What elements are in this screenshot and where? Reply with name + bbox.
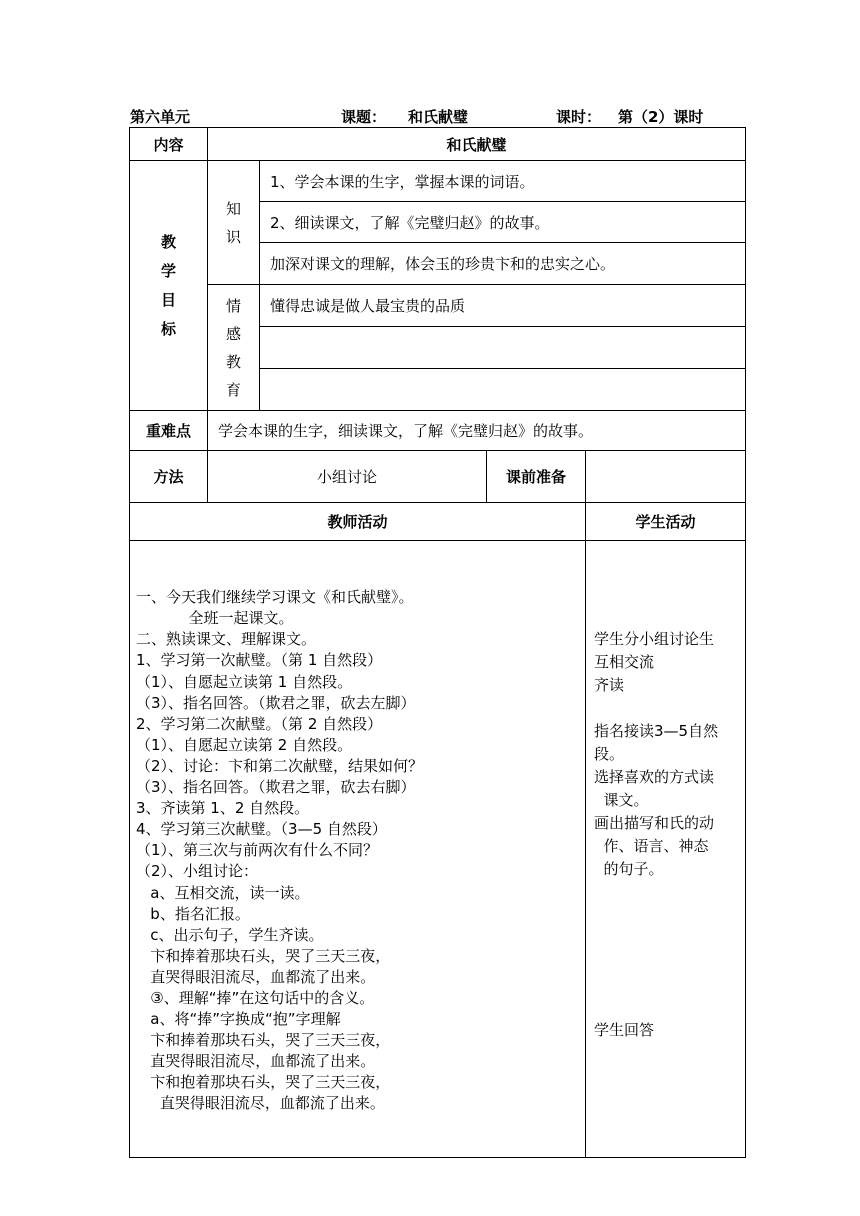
- unit-label: 第六单元: [130, 108, 191, 126]
- key-value: 学会本课的生字，细读课文，了解《完璧归赵》的故事。: [208, 411, 746, 451]
- goals-label-text: 教学目标: [160, 232, 176, 338]
- student-activity-cell: [586, 541, 746, 1158]
- teacher-activity-line: 1、学习第一次献璧。（第 1 自然段）: [136, 651, 383, 670]
- prep-value: [586, 451, 746, 503]
- student-activity-line: 画出描写和氏的动: [594, 814, 715, 832]
- teacher-activity-line: （3）、指名回答。（欺君之罪，砍去左脚）: [136, 693, 416, 712]
- period-label: 课时：: [556, 108, 602, 126]
- teacher-activity-line: a、互相交流，读一读。: [136, 883, 310, 902]
- teacher-activity-header: 教师活动: [130, 503, 586, 541]
- student-activity-line: [594, 950, 745, 973]
- student-activity-line: 齐读: [594, 676, 625, 694]
- emotion-label: [208, 285, 260, 411]
- teacher-activity-line: 直哭得眼泪流尽，血都流了出来。: [136, 1052, 376, 1071]
- page-header: [130, 106, 745, 126]
- knowledge-label-text: 知识: [225, 199, 241, 246]
- teacher-activity-line: a、将“捧”字换成“抱”字理解: [136, 1010, 341, 1029]
- knowledge-item-2: 2、细读课文，了解《完璧归赵》的故事。: [260, 202, 746, 243]
- teacher-activity-line: （2）、讨论：卞和第二次献璧，结果如何？: [136, 756, 424, 775]
- goals-label: [130, 161, 208, 411]
- teacher-activity-line: 2、学习第二次献璧。（第 2 自然段）: [136, 714, 383, 733]
- method-value: 小组讨论: [208, 451, 487, 503]
- teacher-activity-line: 4、学习第三次献璧。（3—5 自然段）: [136, 820, 387, 839]
- student-activity-line: 作、语言、神态: [594, 837, 709, 855]
- student-activity-line: 互相交流: [594, 653, 655, 671]
- teacher-activity-line: 全班一起课文。: [136, 609, 294, 628]
- lesson-plan-table: [129, 127, 746, 1158]
- teacher-activity-line: ③、理解“捧”在这句话中的含义。: [136, 988, 375, 1007]
- teacher-activity-line: 卞和捧着那块石头，哭了三天三夜，: [136, 946, 391, 965]
- teacher-activity-line: c、出示句子，学生齐读。: [136, 925, 324, 944]
- topic-label: 课题：: [341, 108, 387, 126]
- teacher-activity-line: 卞和抱着那块石头，哭了三天三夜，: [136, 1073, 391, 1092]
- teacher-activity-line: b、指名汇报。: [136, 904, 250, 923]
- teacher-activity-line: 直哭得眼泪流尽，血都流了出来。: [136, 967, 376, 986]
- teacher-activity-line: （3）、指名回答。（欺君之罪，砍去右脚）: [136, 778, 416, 797]
- student-activity-line: [594, 904, 745, 927]
- student-activity-lines: [594, 628, 745, 1042]
- prep-label: 课前准备: [487, 451, 586, 503]
- student-activity-line: 选择喜欢的方式读: [594, 768, 715, 786]
- knowledge-label: [208, 161, 260, 285]
- emotion-label-text: 情感教育: [225, 296, 241, 399]
- teacher-activity-line: 二、熟读课文、理解课文。: [136, 630, 317, 649]
- student-activity-line: [594, 973, 745, 996]
- emotion-item-2: [260, 327, 746, 369]
- teacher-activity-line: 卞和捧着那块石头，哭了三天三夜，: [136, 1031, 391, 1050]
- content-value: 和氏献璧: [208, 128, 746, 161]
- student-activity-line: [594, 697, 745, 720]
- knowledge-item-3: 加深对课文的理解，体会玉的珍贵卞和的忠实之心。: [260, 243, 746, 285]
- topic-value: 和氏献璧: [408, 108, 469, 126]
- key-label: 重难点: [130, 411, 208, 451]
- teacher-activity-line: 一、今天我们继续学习课文《和氏献璧》。: [136, 588, 414, 607]
- student-activity-line: [594, 996, 745, 1019]
- knowledge-item-1: 1、学会本课的生字，掌握本课的词语。: [260, 161, 746, 202]
- teacher-activity-line: 3、齐读第 1、2 自然段。: [136, 799, 310, 818]
- teacher-activity-line: （1）、第三次与前两次有什么不同？: [136, 841, 379, 860]
- student-activity-header: 学生活动: [586, 503, 746, 541]
- teacher-activity-cell: [130, 541, 586, 1158]
- teacher-activity-line: （1）、自愿起立读第 1 自然段。: [136, 672, 353, 691]
- teacher-activity-lines: [136, 587, 585, 1114]
- teacher-activity-line: （1）、自愿起立读第 2 自然段。: [136, 735, 353, 754]
- student-activity-line: 课文。: [594, 791, 649, 809]
- student-activity-line: 段。: [594, 745, 625, 763]
- period-value: 第（2）课时: [618, 108, 704, 126]
- student-activity-line: 学生分小组讨论生: [594, 630, 715, 648]
- student-activity-line: 学生回答: [594, 1021, 655, 1039]
- student-activity-line: [594, 927, 745, 950]
- emotion-item-3: [260, 369, 746, 411]
- emotion-item-1: 懂得忠诚是做人最宝贵的品质: [260, 285, 746, 327]
- student-activity-line: 的句子。: [594, 860, 664, 878]
- student-activity-line: [594, 881, 745, 904]
- student-activity-line: 指名接读3—5自然: [594, 722, 719, 740]
- content-label: 内容: [130, 128, 208, 161]
- method-label: 方法: [130, 451, 208, 503]
- teacher-activity-line: 直哭得眼泪流尽，血都流了出来。: [136, 1094, 385, 1113]
- teacher-activity-line: （2）、小组讨论：: [136, 862, 259, 881]
